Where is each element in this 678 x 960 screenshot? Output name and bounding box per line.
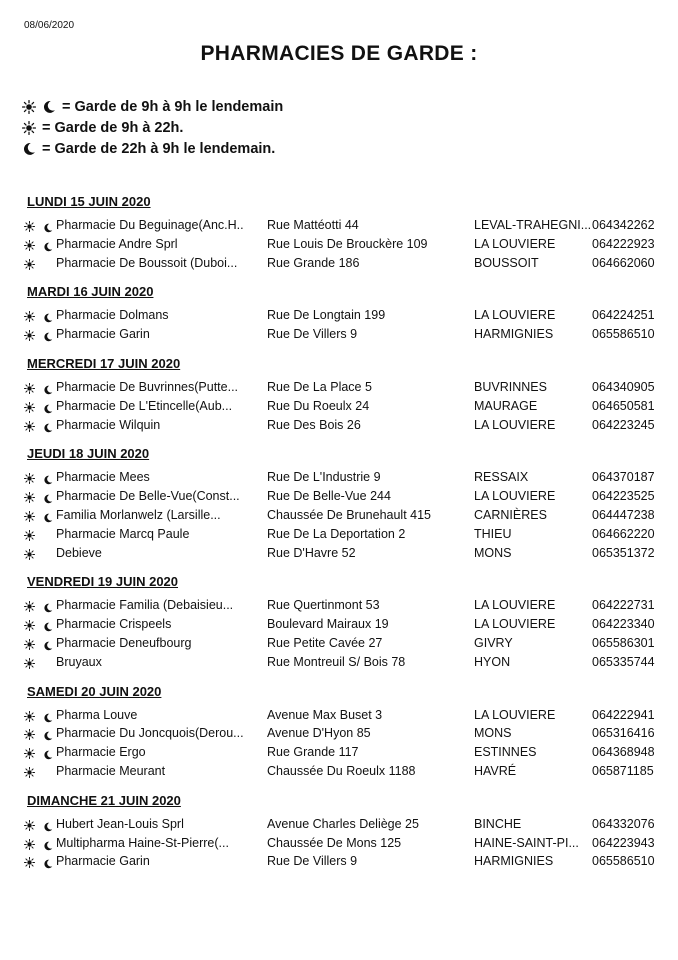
pharmacy-phone: 064340905 xyxy=(592,380,655,394)
legend xyxy=(22,96,283,159)
pharmacy-name: Pharmacie De Belle-Vue(Const... xyxy=(56,489,240,504)
moon-icon xyxy=(43,491,53,501)
pharmacy-name: Pharmacie Marcq Paule xyxy=(56,526,190,541)
legend-text: = Garde de 9h à 9h le lendemain xyxy=(62,98,284,115)
duty-icons xyxy=(24,615,56,633)
pharmacy-phone: 064368948 xyxy=(592,745,655,760)
pharmacy-row xyxy=(0,325,678,343)
pharmacy-phone: 064222941 xyxy=(592,707,655,722)
duty-icons xyxy=(24,706,56,724)
pharmacy-phone: 064223340 xyxy=(592,617,655,632)
pharmacy-street: Rue Montreuil S/ Bois 78 xyxy=(267,654,406,669)
pharmacy-row xyxy=(0,653,678,671)
pharmacy-city: BINCHE xyxy=(474,816,522,831)
moon-icon xyxy=(43,420,53,430)
pharmacy-phone: 064650581 xyxy=(592,398,655,413)
pharmacy-city: LA LOUVIERE xyxy=(474,236,556,251)
pharmacy-city: HAINE-SAINT-PI... xyxy=(474,835,579,850)
pharmacy-name: Pharma Louve xyxy=(56,707,138,722)
pharmacy-street: Rue De La Place 5 xyxy=(267,380,372,394)
day-heading: MERCREDI 17 JUIN 2020 xyxy=(27,356,181,371)
moon-icon xyxy=(43,472,53,482)
pharmacy-row xyxy=(0,634,678,652)
pharmacy-row xyxy=(0,743,678,761)
duty-icons xyxy=(24,634,56,652)
moon-icon xyxy=(43,856,53,866)
pharmacy-name: Bruyaux xyxy=(56,654,102,669)
day-heading: DIMANCHE 21 JUIN 2020 xyxy=(27,792,181,808)
duty-icons xyxy=(24,306,56,324)
moon-icon xyxy=(43,600,53,610)
sun-icon xyxy=(24,528,35,539)
pharmacy-row xyxy=(0,544,678,562)
day-heading: SAMEDI 20 JUIN 2020 xyxy=(27,683,162,699)
pharmacy-street: Rue De Villers 9 xyxy=(267,854,358,869)
sun-icon xyxy=(24,765,35,776)
moon-icon xyxy=(43,728,53,738)
pharmacy-city: LA LOUVIERE xyxy=(474,617,556,632)
sun-icon xyxy=(24,818,35,829)
pharmacy-street: Chaussée Du Roeulx 1188 xyxy=(267,764,416,778)
moon-icon xyxy=(43,239,53,249)
pharmacy-row xyxy=(0,596,678,614)
sun-icon xyxy=(24,328,35,339)
pharmacy-row xyxy=(0,615,678,633)
moon-icon xyxy=(43,638,53,648)
duty-icons xyxy=(24,815,56,833)
pharmacy-name: Pharmacie Du Beguinage(Anc.H.. xyxy=(56,218,244,232)
pharmacy-row xyxy=(0,815,678,833)
sun-icon xyxy=(22,121,36,135)
pharmacy-row xyxy=(0,834,678,852)
duty-icons xyxy=(24,834,56,852)
pharmacy-city: MONS xyxy=(474,726,512,741)
pharmacy-row xyxy=(0,306,678,324)
moon-icon xyxy=(43,382,53,392)
duty-icons xyxy=(24,216,56,234)
pharmacy-phone: 065586510 xyxy=(592,854,655,869)
pharmacy-street: Rue De Longtain 199 xyxy=(267,308,386,323)
pharmacy-city: HAVRÉ xyxy=(474,764,517,778)
legend-text: = Garde de 9h à 22h. xyxy=(42,119,184,136)
pharmacy-city: HYON xyxy=(474,654,511,669)
pharmacy-phone: 064342262 xyxy=(592,218,655,232)
sun-icon xyxy=(24,637,35,648)
pharmacy-street: Chaussée De Brunehault 415 xyxy=(267,508,432,522)
sun-icon xyxy=(24,381,35,392)
pharmacy-city: HARMIGNIES xyxy=(474,327,554,342)
pharmacy-name: Pharmacie Garin xyxy=(56,854,150,869)
moon-icon xyxy=(43,747,53,757)
pharmacy-phone: 065586510 xyxy=(592,327,655,342)
pharmacy-street: Rue De Belle-Vue 244 xyxy=(267,489,391,504)
pharmacy-street: Avenue D'Hyon 85 xyxy=(267,726,371,741)
pharmacy-city: BOUSSOIT xyxy=(474,255,539,270)
sun-icon xyxy=(24,656,35,667)
sun-icon xyxy=(24,400,35,411)
pharmacy-city: MAURAGE xyxy=(474,398,538,413)
duty-icons xyxy=(24,487,56,505)
pharmacy-row xyxy=(0,378,678,396)
pharmacy-phone: 065316416 xyxy=(592,726,655,741)
moon-icon xyxy=(43,220,53,230)
duty-icons xyxy=(24,596,56,614)
pharmacy-phone: 065335744 xyxy=(592,654,655,669)
pharmacy-name: Pharmacie Meurant xyxy=(56,764,166,778)
pharmacy-phone: 064222731 xyxy=(592,598,655,613)
pharmacy-name: Pharmacie Ergo xyxy=(56,745,146,760)
duty-icons xyxy=(24,416,56,434)
sun-icon xyxy=(24,490,35,501)
pharmacy-city: LA LOUVIERE xyxy=(474,489,556,504)
pharmacy-name: Familia Morlanwelz (Larsille... xyxy=(56,508,221,522)
pharmacy-city: CARNIÈRES xyxy=(474,508,547,522)
sun-icon xyxy=(24,709,35,720)
pharmacy-phone: 064222923 xyxy=(592,236,655,251)
pharmacy-city: BUVRINNES xyxy=(474,380,547,394)
pharmacy-name: Pharmacie Mees xyxy=(56,470,150,485)
day-heading: LUNDI 15 JUIN 2020 xyxy=(27,194,151,209)
pharmacy-street: Avenue Charles Deliège 25 xyxy=(267,816,419,831)
pharmacy-row xyxy=(0,254,678,272)
pharmacy-phone: 064332076 xyxy=(592,816,655,831)
sun-icon xyxy=(24,727,35,738)
pharmacy-name: Pharmacie Garin xyxy=(56,327,150,342)
pharmacy-name: Debieve xyxy=(56,545,102,560)
legend-item xyxy=(22,138,283,159)
pharmacy-name: Hubert Jean-Louis Sprl xyxy=(56,816,184,831)
duty-icons xyxy=(24,544,56,562)
pharmacy-phone: 064662060 xyxy=(592,255,655,270)
pharmacy-phone: 064370187 xyxy=(592,470,655,485)
pharmacy-name: Pharmacie De L'Etincelle(Aub... xyxy=(56,398,233,413)
pharmacy-row xyxy=(0,487,678,505)
duty-icons xyxy=(24,254,56,272)
pharmacy-phone: 065871185 xyxy=(592,764,654,778)
pharmacy-phone: 064223245 xyxy=(592,417,655,432)
pharmacy-row xyxy=(0,397,678,415)
sun-icon xyxy=(24,419,35,430)
pharmacy-row xyxy=(0,416,678,434)
duty-icons xyxy=(24,743,56,761)
pharmacy-row xyxy=(0,468,678,486)
duty-icons xyxy=(24,378,56,396)
sun-icon xyxy=(24,257,35,268)
moon-icon xyxy=(43,510,53,520)
duty-icons xyxy=(24,506,56,524)
pharmacy-row xyxy=(0,216,678,234)
pharmacy-row xyxy=(0,852,678,870)
sun-icon xyxy=(24,837,35,848)
pharmacy-name: Pharmacie De Buvrinnes(Putte... xyxy=(56,380,239,394)
moon-icon xyxy=(43,838,53,848)
moon-icon xyxy=(43,710,53,720)
pharmacy-phone: 064224251 xyxy=(592,308,655,323)
pharmacy-row xyxy=(0,525,678,543)
pharmacy-phone: 064662220 xyxy=(592,526,655,541)
pharmacy-row xyxy=(0,506,678,524)
sun-icon xyxy=(24,547,35,558)
day-heading: VENDREDI 19 JUIN 2020 xyxy=(27,574,179,590)
pharmacy-phone: 064223525 xyxy=(592,489,655,504)
pharmacy-row xyxy=(0,706,678,724)
document-date: 08/06/2020 xyxy=(24,20,75,31)
sun-icon xyxy=(24,599,35,610)
sun-icon xyxy=(24,509,35,520)
pharmacy-name: Pharmacie De Boussoit (Duboi... xyxy=(56,255,238,270)
moon-icon xyxy=(43,401,53,411)
pharmacy-phone: 065586301 xyxy=(592,636,655,650)
pharmacy-street: Rue Grande 186 xyxy=(267,255,360,270)
pharmacy-street: Rue De Villers 9 xyxy=(267,327,358,342)
moon-icon xyxy=(43,619,53,629)
pharmacy-name: Pharmacie Dolmans xyxy=(56,308,169,323)
legend-item xyxy=(22,96,283,117)
duty-icons xyxy=(24,235,56,253)
pharmacy-city: HARMIGNIES xyxy=(474,854,554,869)
legend-text: = Garde de 22h à 9h le lendemain. xyxy=(42,140,276,157)
pharmacy-city: LA LOUVIERE xyxy=(474,598,556,613)
sun-icon xyxy=(22,100,36,114)
pharmacy-phone: 064447238 xyxy=(592,508,655,522)
legend-item xyxy=(22,117,283,138)
pharmacy-city: LA LOUVIERE xyxy=(474,308,556,323)
pharmacy-row xyxy=(0,724,678,742)
sun-icon xyxy=(24,471,35,482)
pharmacy-street: Avenue Max Buset 3 xyxy=(267,707,383,722)
moon-icon xyxy=(43,329,53,339)
moon-icon xyxy=(42,100,56,114)
day-heading: JEUDI 18 JUIN 2020 xyxy=(27,446,150,462)
pharmacy-row xyxy=(0,762,678,780)
pharmacy-street: Rue Petite Cavée 27 xyxy=(267,636,383,650)
pharmacy-name: Pharmacie Crispeels xyxy=(56,617,172,632)
duty-icons xyxy=(24,397,56,415)
pharmacy-city: THIEU xyxy=(474,526,512,541)
day-heading: MARDI 16 JUIN 2020 xyxy=(27,284,154,300)
duty-icons xyxy=(24,653,56,671)
duty-icons xyxy=(24,852,56,870)
sun-icon xyxy=(24,746,35,757)
pharmacy-phone: 065351372 xyxy=(592,545,655,560)
pharmacy-name: Pharmacie Wilquin xyxy=(56,417,161,432)
pharmacy-street: Rue Du Roeulx 24 xyxy=(267,398,370,413)
pharmacy-phone: 064223943 xyxy=(592,835,655,850)
duty-icons xyxy=(24,468,56,486)
pharmacy-street: Rue De L'Industrie 9 xyxy=(267,470,381,485)
pharmacy-city: MONS xyxy=(474,545,512,560)
pharmacy-city: LA LOUVIERE xyxy=(474,707,556,722)
sun-icon xyxy=(24,238,35,249)
sun-icon xyxy=(24,219,35,230)
duty-icons xyxy=(24,525,56,543)
pharmacy-street: Rue D'Havre 52 xyxy=(267,545,356,560)
sun-icon xyxy=(24,855,35,866)
pharmacy-street: Rue Des Bois 26 xyxy=(267,417,361,432)
duty-icons xyxy=(24,762,56,780)
moon-icon xyxy=(22,142,36,156)
pharmacy-street: Rue Grande 117 xyxy=(267,745,359,760)
moon-icon xyxy=(43,819,53,829)
pharmacy-row xyxy=(0,235,678,253)
pharmacy-name: Multipharma Haine-St-Pierre(... xyxy=(56,835,229,850)
pharmacy-city: GIVRY xyxy=(474,636,513,650)
sun-icon xyxy=(24,618,35,629)
page-title: PHARMACIES DE GARDE : xyxy=(200,42,478,65)
pharmacy-street: Rue Louis De Brouckère 109 xyxy=(267,236,428,251)
pharmacy-street: Rue Mattéotti 44 xyxy=(267,218,359,232)
pharmacy-street: Rue Quertinmont 53 xyxy=(267,598,380,613)
pharmacy-name: Pharmacie Deneufbourg xyxy=(56,636,192,650)
pharmacy-city: ESTINNES xyxy=(474,745,537,760)
pharmacy-street: Boulevard Mairaux 19 xyxy=(267,617,389,632)
moon-icon xyxy=(43,310,53,320)
pharmacy-name: Pharmacie Du Joncquois(Derou... xyxy=(56,726,244,741)
pharmacy-street: Rue De La Deportation 2 xyxy=(267,526,406,541)
pharmacy-city: RESSAIX xyxy=(474,470,529,485)
pharmacy-city: LA LOUVIERE xyxy=(474,417,556,432)
pharmacy-city: LEVAL-TRAHEGNI... xyxy=(474,218,592,232)
duty-icons xyxy=(24,724,56,742)
pharmacy-name: Pharmacie Familia (Debaisieu... xyxy=(56,598,234,613)
sun-icon xyxy=(24,309,35,320)
pharmacy-name: Pharmacie Andre Sprl xyxy=(56,236,178,251)
duty-icons xyxy=(24,325,56,343)
pharmacy-street: Chaussée De Mons 125 xyxy=(267,835,402,850)
